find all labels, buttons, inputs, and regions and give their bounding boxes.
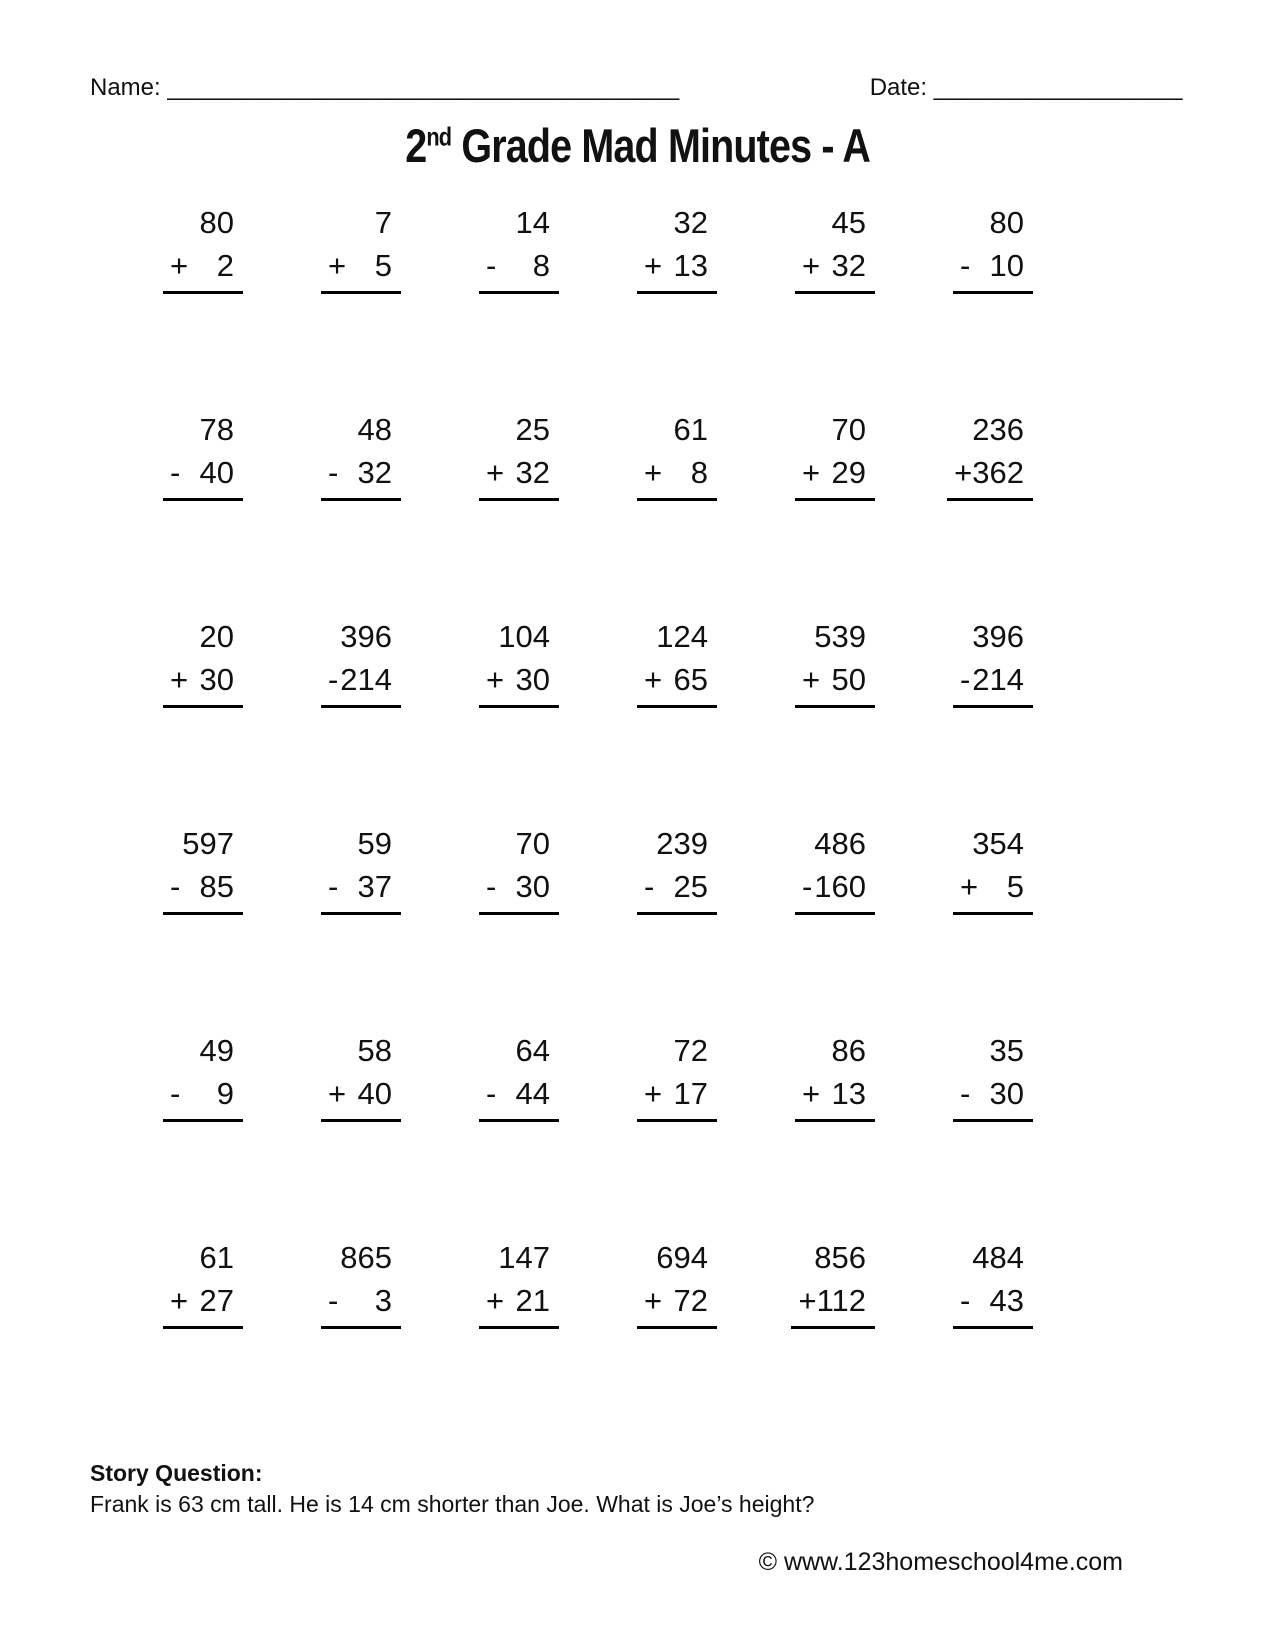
top-operand: 484 (972, 1240, 1024, 1275)
top-operand: 396 (972, 619, 1024, 654)
operator: - (328, 1282, 339, 1318)
operator: - (486, 868, 497, 904)
bottom-operand: 30 (989, 1075, 1024, 1111)
bottom-line (795, 659, 875, 708)
bottom-line (321, 452, 401, 501)
operator: - (328, 454, 339, 490)
page-title-text (405, 118, 870, 173)
worksheet-header (90, 74, 1183, 102)
math-problem-30 (953, 1030, 1033, 1237)
bottom-line (479, 1280, 559, 1329)
operator: - (170, 1075, 181, 1111)
bottom-operand: 8 (690, 454, 708, 490)
bottom-line (163, 1280, 243, 1329)
top-operand: 61 (199, 1240, 234, 1275)
operator: + (954, 454, 973, 490)
math-problem-35 (791, 1237, 875, 1444)
bottom-line (953, 866, 1033, 915)
top-operand: 80 (989, 205, 1024, 240)
math-problem-5 (795, 202, 875, 409)
bottom-line (637, 1280, 717, 1329)
math-problem-28 (637, 1030, 717, 1237)
title-ordinal-suffix: nd (426, 123, 452, 152)
date-blank-line: __________________ (933, 74, 1183, 101)
operator: + (644, 1282, 663, 1318)
operator: - (960, 661, 971, 697)
math-problem-15 (479, 616, 559, 823)
operator: + (802, 247, 821, 283)
bottom-line (163, 452, 243, 501)
bottom-line (479, 1073, 559, 1122)
math-problem-12 (947, 409, 1033, 616)
operator: + (960, 868, 979, 904)
bottom-line (637, 1073, 717, 1122)
problems-grid (85, 202, 1033, 1444)
top-operand: 239 (656, 826, 708, 861)
bottom-line (953, 1280, 1033, 1329)
bottom-operand: 32 (831, 247, 866, 283)
bottom-operand: 29 (831, 454, 866, 490)
math-problem-26 (321, 1030, 401, 1237)
math-problem-7 (163, 409, 243, 616)
top-operand: 14 (515, 205, 550, 240)
math-problem-1 (163, 202, 243, 409)
bottom-operand: 50 (831, 661, 866, 697)
title-grade-number: 2 (405, 119, 427, 172)
bottom-line (321, 1073, 401, 1122)
math-problem-2 (321, 202, 401, 409)
bottom-line (953, 1073, 1033, 1122)
math-problem-25 (163, 1030, 243, 1237)
bottom-operand: 30 (515, 868, 550, 904)
math-problem-31 (163, 1237, 243, 1444)
name-label: Name: (90, 74, 168, 101)
bottom-operand: 32 (515, 454, 550, 490)
math-problem-34 (637, 1237, 717, 1444)
operator: - (960, 1282, 971, 1318)
bottom-line (791, 1280, 875, 1329)
math-problem-3 (479, 202, 559, 409)
operator: - (486, 247, 497, 283)
top-operand: 147 (498, 1240, 550, 1275)
bottom-operand: 27 (199, 1282, 234, 1318)
top-operand: 59 (357, 826, 392, 861)
top-operand: 486 (814, 826, 866, 861)
math-problem-18 (953, 616, 1033, 823)
operator: + (802, 1075, 821, 1111)
top-operand: 865 (340, 1240, 392, 1275)
story-question-heading: Story Question: (90, 1460, 263, 1486)
bottom-operand: 5 (1006, 868, 1024, 904)
math-problem-9 (479, 409, 559, 616)
top-operand: 354 (972, 826, 1024, 861)
math-problem-8 (321, 409, 401, 616)
bottom-line (637, 659, 717, 708)
math-problem-27 (479, 1030, 559, 1237)
bottom-operand: 112 (816, 1282, 866, 1318)
top-operand: 80 (199, 205, 234, 240)
story-question-text: Frank is 63 cm tall. He is 14 cm shorter than Joe. What is Joe’s height? (90, 1491, 815, 1518)
operator: - (328, 661, 339, 697)
bottom-line (163, 245, 243, 294)
operator: + (802, 661, 821, 697)
bottom-line (795, 866, 875, 915)
bottom-line (947, 452, 1033, 501)
math-problem-29 (795, 1030, 875, 1237)
operator: - (960, 1075, 971, 1111)
bottom-operand: 17 (673, 1075, 708, 1111)
bottom-line (321, 245, 401, 294)
top-operand: 61 (673, 412, 708, 447)
bottom-line (637, 866, 717, 915)
math-problem-6 (953, 202, 1033, 409)
bottom-line (163, 1073, 243, 1122)
top-operand: 86 (831, 1033, 866, 1068)
top-operand: 49 (199, 1033, 234, 1068)
name-field (90, 74, 680, 102)
bottom-operand: 21 (515, 1282, 550, 1318)
bottom-operand: 65 (673, 661, 708, 697)
story-question-section (90, 1458, 814, 1520)
bottom-line (163, 659, 243, 708)
bottom-line (795, 1073, 875, 1122)
top-operand: 70 (515, 826, 550, 861)
bottom-operand: 13 (673, 247, 708, 283)
bottom-operand: 43 (989, 1282, 1024, 1318)
date-label: Date: (869, 74, 934, 101)
top-operand: 45 (831, 205, 866, 240)
bottom-line (637, 452, 717, 501)
top-operand: 20 (199, 619, 234, 654)
operator: + (328, 247, 347, 283)
top-operand: 64 (515, 1033, 550, 1068)
operator: - (170, 454, 181, 490)
bottom-operand: 37 (357, 868, 392, 904)
math-problem-36 (953, 1237, 1033, 1444)
bottom-line (637, 245, 717, 294)
operator: - (486, 1075, 497, 1111)
math-problem-13 (163, 616, 243, 823)
date-field (870, 74, 1183, 102)
title-rest: Grade Mad Minutes - A (451, 119, 870, 172)
bottom-line (479, 659, 559, 708)
math-problem-4 (637, 202, 717, 409)
math-problem-11 (795, 409, 875, 616)
bottom-line (479, 866, 559, 915)
name-blank-line: _____________________________________ (167, 74, 680, 101)
bottom-operand: 214 (972, 661, 1024, 697)
bottom-operand: 160 (814, 868, 866, 904)
top-operand: 48 (357, 412, 392, 447)
top-operand: 7 (374, 205, 392, 240)
operator: + (798, 1282, 817, 1318)
operator: + (486, 1282, 505, 1318)
operator: - (644, 868, 655, 904)
operator: + (802, 454, 821, 490)
bottom-line (321, 866, 401, 915)
top-operand: 72 (673, 1033, 708, 1068)
bottom-operand: 85 (199, 868, 234, 904)
top-operand: 58 (357, 1033, 392, 1068)
math-problem-33 (479, 1237, 559, 1444)
bottom-operand: 214 (340, 661, 392, 697)
top-operand: 396 (340, 619, 392, 654)
bottom-operand: 362 (972, 454, 1024, 490)
operator: - (960, 247, 971, 283)
bottom-line (163, 866, 243, 915)
bottom-operand: 40 (357, 1075, 392, 1111)
math-problem-17 (795, 616, 875, 823)
bottom-line (479, 245, 559, 294)
math-problem-10 (637, 409, 717, 616)
bottom-line (953, 245, 1033, 294)
operator: + (644, 1075, 663, 1111)
top-operand: 70 (831, 412, 866, 447)
bottom-operand: 9 (216, 1075, 234, 1111)
math-problem-21 (479, 823, 559, 1030)
math-problem-19 (163, 823, 243, 1030)
bottom-operand: 44 (515, 1075, 550, 1111)
operator: - (328, 868, 339, 904)
bottom-operand: 10 (989, 247, 1024, 283)
copyright-notice: © www.123homeschool4me.com (758, 1548, 1123, 1576)
math-problem-23 (795, 823, 875, 1030)
top-operand: 35 (989, 1033, 1024, 1068)
bottom-operand: 25 (673, 868, 708, 904)
operator: + (644, 247, 663, 283)
operator: + (328, 1075, 347, 1111)
top-operand: 78 (199, 412, 234, 447)
bottom-line (795, 245, 875, 294)
top-operand: 25 (515, 412, 550, 447)
bottom-operand: 8 (532, 247, 550, 283)
bottom-operand: 13 (831, 1075, 866, 1111)
math-problem-24 (953, 823, 1033, 1030)
math-problem-14 (321, 616, 401, 823)
bottom-line (479, 452, 559, 501)
bottom-line (321, 659, 401, 708)
bottom-line (795, 452, 875, 501)
bottom-operand: 5 (374, 247, 392, 283)
operator: + (170, 247, 189, 283)
math-problem-22 (637, 823, 717, 1030)
top-operand: 694 (656, 1240, 708, 1275)
top-operand: 597 (182, 826, 234, 861)
bottom-operand: 72 (673, 1282, 708, 1318)
math-problem-20 (321, 823, 401, 1030)
operator: + (486, 454, 505, 490)
operator: + (644, 454, 663, 490)
bottom-operand: 2 (216, 247, 234, 283)
top-operand: 539 (814, 619, 866, 654)
bottom-operand: 30 (199, 661, 234, 697)
page-title (0, 118, 1275, 173)
bottom-operand: 30 (515, 661, 550, 697)
operator: + (644, 661, 663, 697)
bottom-operand: 3 (374, 1282, 392, 1318)
operator: + (170, 661, 189, 697)
top-operand: 124 (656, 619, 708, 654)
bottom-line (321, 1280, 401, 1329)
top-operand: 104 (498, 619, 550, 654)
operator: + (486, 661, 505, 697)
math-problem-16 (637, 616, 717, 823)
bottom-operand: 40 (199, 454, 234, 490)
top-operand: 32 (673, 205, 708, 240)
bottom-line (953, 659, 1033, 708)
operator: - (802, 868, 813, 904)
operator: - (170, 868, 181, 904)
top-operand: 856 (814, 1240, 866, 1275)
bottom-operand: 32 (357, 454, 392, 490)
math-problem-32 (321, 1237, 401, 1444)
top-operand: 236 (972, 412, 1024, 447)
operator: + (170, 1282, 189, 1318)
